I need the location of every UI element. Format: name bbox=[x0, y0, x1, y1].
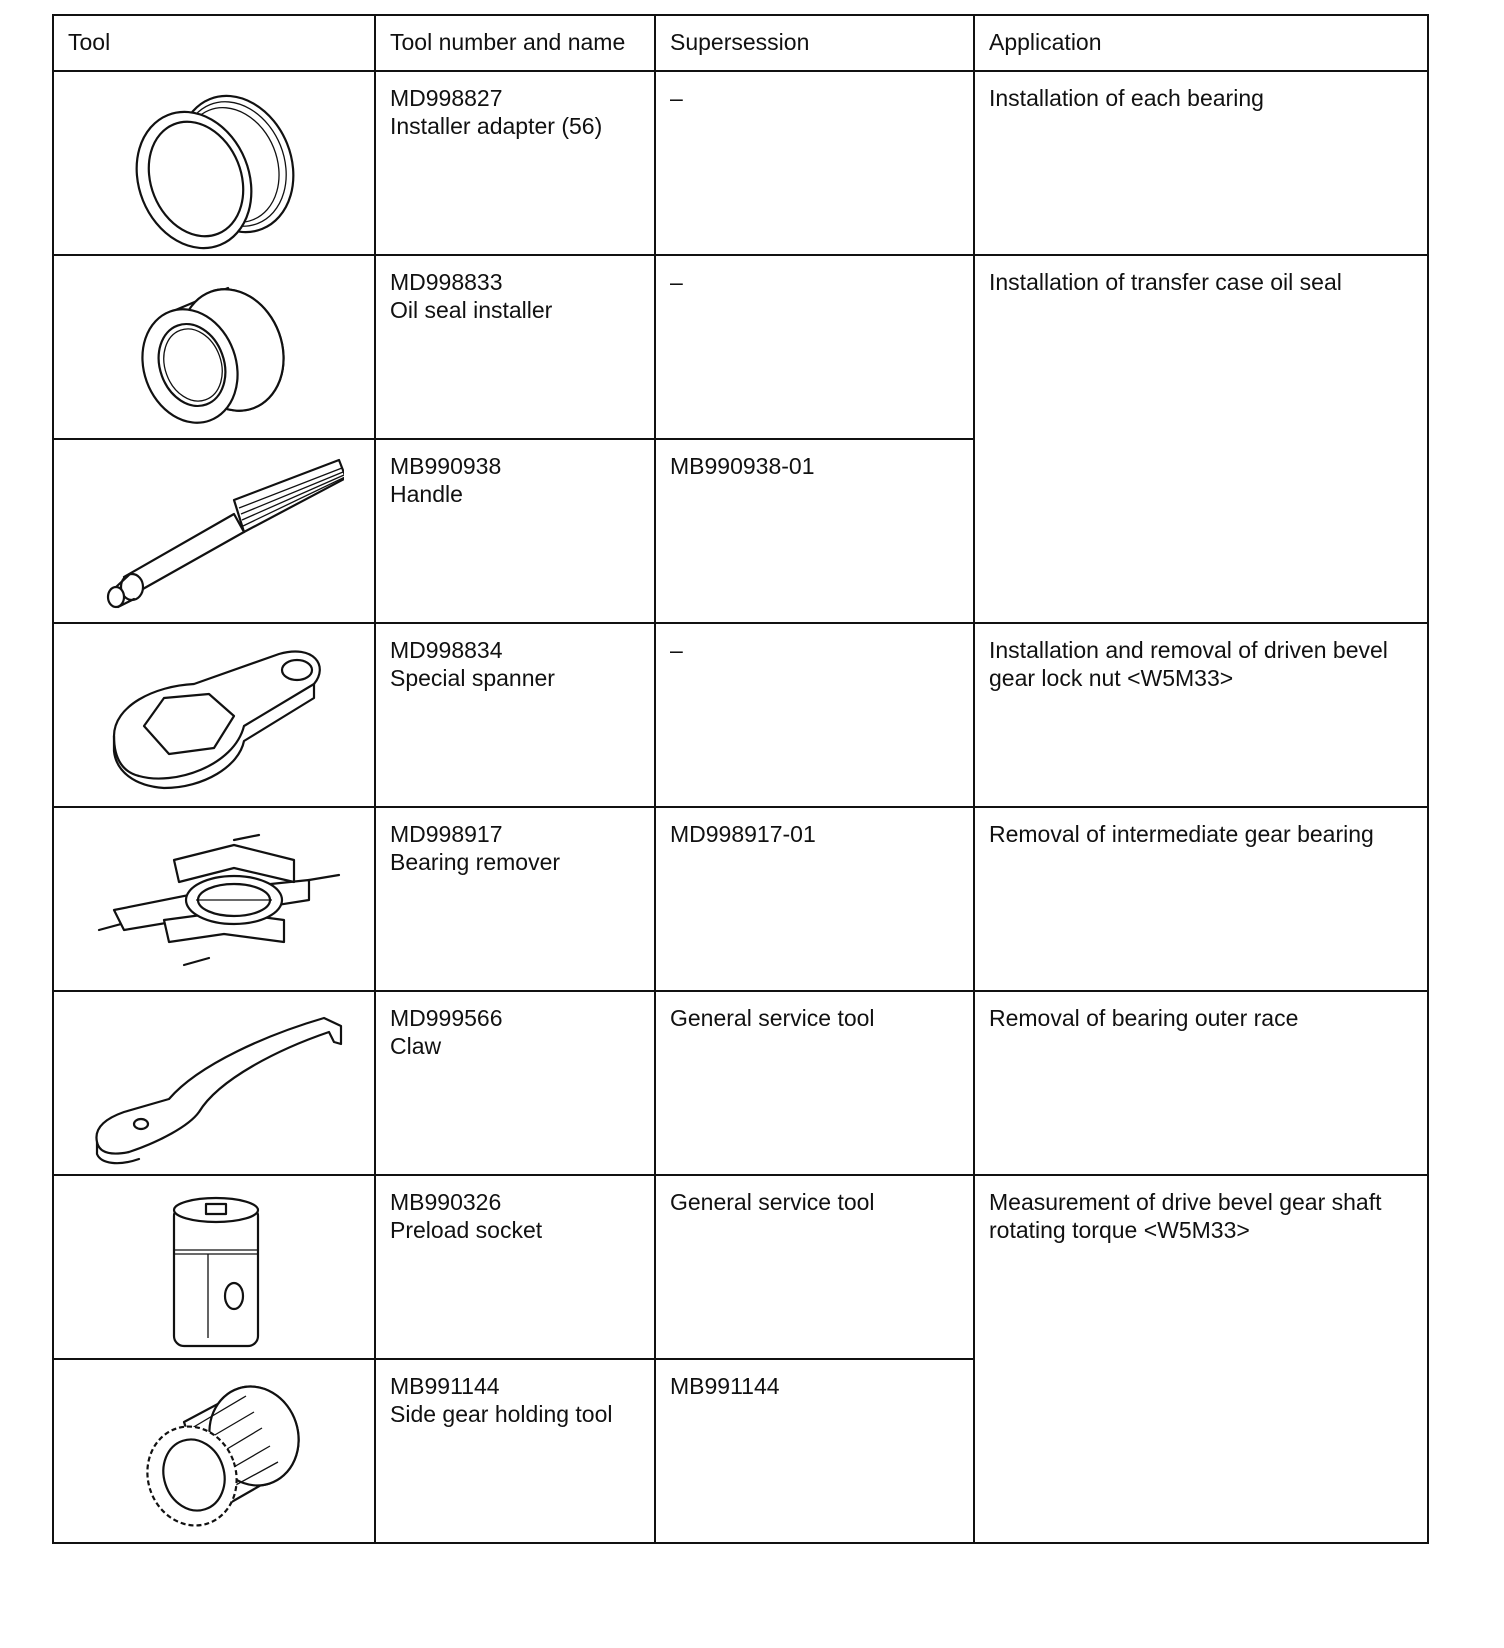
tool-image-cell bbox=[53, 71, 375, 255]
tool-number: MD998917 bbox=[390, 821, 503, 847]
supersession-cell: – bbox=[655, 623, 974, 807]
tool-name: Side gear holding tool bbox=[390, 1401, 613, 1427]
table-row bbox=[53, 623, 1428, 807]
tool-image-cell bbox=[53, 439, 375, 623]
table-row bbox=[53, 807, 1428, 991]
application-cell: Installation of each bearing bbox=[974, 71, 1428, 255]
tool-name: Preload socket bbox=[390, 1217, 543, 1243]
tool-image-cell bbox=[53, 1175, 375, 1359]
tool-name: Claw bbox=[390, 1033, 442, 1059]
bearing-remover-icon bbox=[84, 820, 344, 990]
tool-number-name-cell bbox=[375, 991, 655, 1175]
tool-number: MB990938 bbox=[390, 453, 502, 479]
supersession-cell: – bbox=[655, 255, 974, 439]
supersession-cell: General service tool bbox=[655, 991, 974, 1175]
tool-name: Special spanner bbox=[390, 665, 555, 691]
special-tools-table bbox=[52, 14, 1429, 1544]
oil-seal-installer-icon bbox=[114, 268, 314, 438]
tool-number-name-cell bbox=[375, 1175, 655, 1359]
installer-adapter-icon bbox=[114, 84, 314, 254]
supersession-cell: – bbox=[655, 71, 974, 255]
table-row bbox=[53, 71, 1428, 255]
table-header-row bbox=[53, 15, 1428, 71]
supersession-cell: MB991144 bbox=[655, 1359, 974, 1543]
application-cell: Removal of bearing outer race bbox=[974, 991, 1428, 1175]
tool-image-cell bbox=[53, 1359, 375, 1543]
tool-number: MD999566 bbox=[390, 1005, 503, 1031]
tool-number-name-cell bbox=[375, 71, 655, 255]
supersession-cell: MD998917-01 bbox=[655, 807, 974, 991]
tool-name: Oil seal installer bbox=[390, 297, 553, 323]
special-spanner-icon bbox=[94, 636, 334, 806]
tool-number-name-cell bbox=[375, 439, 655, 623]
tool-name: Installer adapter (56) bbox=[390, 113, 603, 139]
tool-number: MD998833 bbox=[390, 269, 503, 295]
tool-number-name-cell bbox=[375, 1359, 655, 1543]
application-cell: Installation and removal of driven bevel gear lock nut <W5M33> bbox=[974, 623, 1428, 807]
header-supersession: Supersession bbox=[655, 15, 974, 71]
handle-icon bbox=[84, 452, 344, 622]
header-application: Application bbox=[974, 15, 1428, 71]
tool-image-cell bbox=[53, 991, 375, 1175]
tool-image-cell bbox=[53, 623, 375, 807]
tool-name: Bearing remover bbox=[390, 849, 561, 875]
tool-number-name-cell bbox=[375, 807, 655, 991]
supersession-cell: General service tool bbox=[655, 1175, 974, 1359]
tool-name: Handle bbox=[390, 481, 463, 507]
table-row bbox=[53, 991, 1428, 1175]
table-row bbox=[53, 1175, 1428, 1359]
application-cell: Installation of transfer case oil seal bbox=[974, 255, 1428, 623]
tool-number: MB991144 bbox=[390, 1373, 500, 1399]
tool-number: MD998834 bbox=[390, 637, 503, 663]
tool-number: MB990326 bbox=[390, 1189, 502, 1215]
header-tool: Tool bbox=[53, 15, 375, 71]
application-cell: Removal of intermediate gear bearing bbox=[974, 807, 1428, 991]
tool-number-name-cell bbox=[375, 255, 655, 439]
table-row bbox=[53, 255, 1428, 439]
claw-icon bbox=[79, 1004, 349, 1174]
tool-image-cell bbox=[53, 255, 375, 439]
side-gear-holding-tool-icon bbox=[114, 1372, 314, 1542]
application-cell: Measurement of drive bevel gear shaft rotating torque <W5M33> bbox=[974, 1175, 1428, 1543]
tool-image-cell bbox=[53, 807, 375, 991]
preload-socket-icon bbox=[144, 1188, 284, 1358]
header-tool-number-and-name: Tool number and name bbox=[375, 15, 655, 71]
supersession-cell: MB990938-01 bbox=[655, 439, 974, 623]
tool-number: MD998827 bbox=[390, 85, 503, 111]
tool-number-name-cell bbox=[375, 623, 655, 807]
